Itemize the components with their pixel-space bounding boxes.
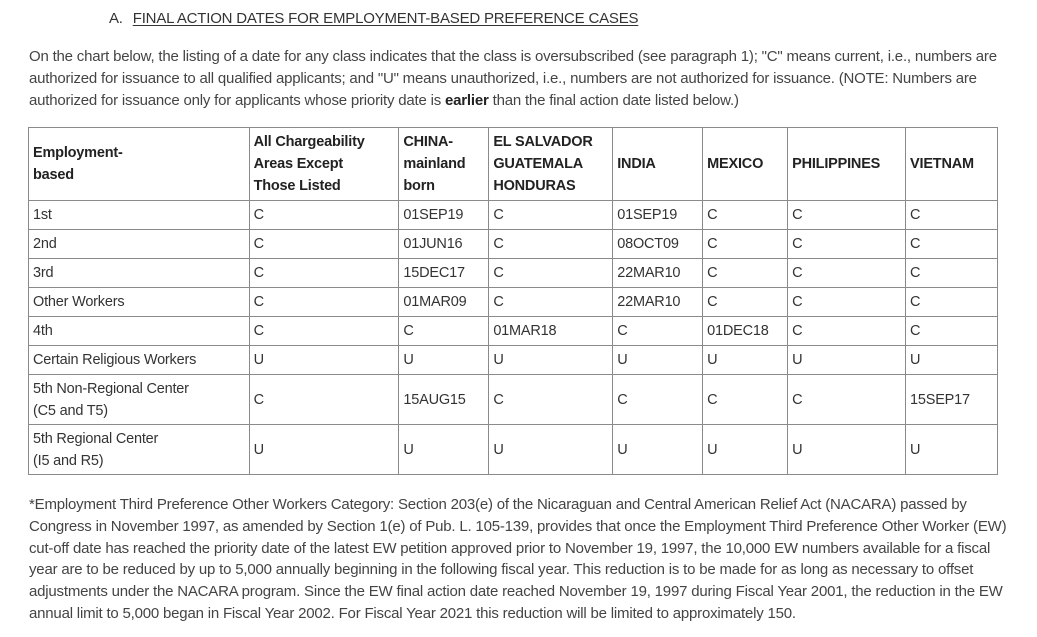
column-header (249, 128, 399, 201)
table-cell: C (703, 375, 788, 425)
table-cell: C (489, 375, 613, 425)
table-cell: C (249, 259, 399, 288)
table-cell: U (399, 425, 489, 475)
intro-paragraph (29, 46, 1019, 112)
table-cell: U (399, 346, 489, 375)
footnote-paragraph: *Employment Third Preference Other Workers Category: Section 203(e) of the Nicaraguan and Central American Relief Act (NACARA) passed by Congress in November 1997, as amended by Section 1(e) of Pub. L. 105-139, provides that once the Employment Third Preference Other Worker (EW) cut-off date has reached the priority date of the latest EW petition approved prior to November 19, 1997, the 10,000 EW numbers available for a fiscal year are to be reduced by up to 5,000 annually beginning in the following fiscal year. This reduction is to be made for as long as necessary to offset adjustments under the NACARA program. Since the EW final action date reached November 19, 1997 during Fiscal Year 2001, the reduction in the EW annual limit to 5,000 began in Fiscal Year 2002. For Fiscal Year 2021 this reduction will be limited to approximately 150. (29, 496, 1007, 622)
row-category-line: 4th (33, 323, 53, 339)
table-row (29, 317, 998, 346)
table-row (29, 425, 998, 475)
table-cell: 01SEP19 (613, 201, 703, 230)
table-cell: C (249, 317, 399, 346)
row-category-line: (I5 and R5) (33, 452, 104, 469)
section-title[interactable]: FINAL ACTION DATES FOR EMPLOYMENT-BASED PREFERENCE CASES (132, 10, 639, 27)
column-header-line: born (403, 178, 435, 194)
table-cell: C (399, 317, 489, 346)
table-cell: C (249, 201, 399, 230)
table-row (29, 288, 998, 317)
section-heading (109, 9, 638, 29)
column-header-line: EL SALVADOR (493, 134, 593, 150)
row-category-line: 1st (33, 207, 52, 223)
table-row (29, 375, 998, 425)
row-category-line: Certain Religious Workers (33, 352, 197, 368)
column-header-line: based (33, 167, 74, 183)
table-cell: 01MAR18 (489, 317, 613, 346)
table-cell: C (788, 288, 906, 317)
table-cell: C (489, 201, 613, 230)
table-cell: C (613, 317, 703, 346)
column-header-line: GUATEMALA (493, 156, 584, 172)
table-cell: U (788, 346, 906, 375)
table-cell: 15SEP17 (906, 375, 998, 425)
row-category-line: Other Workers (33, 294, 125, 310)
row-category-cell (29, 230, 250, 259)
column-header (906, 128, 998, 201)
table-cell: 22MAR10 (613, 259, 703, 288)
row-category-cell (29, 201, 250, 230)
column-header-line: All Chargeability (253, 134, 365, 150)
table-cell: U (788, 425, 906, 475)
table-cell: U (703, 425, 788, 475)
intro-text-start: On the chart below, the listing of a date for any class indicates that the class is oversubscribed (see paragraph 1); "C" means current, i.e., numbers are authorized for issuance to all qualified applicants; and "U" means unauthorized, i.e., numbers are not authorized for issuance. (NOTE: Numbers are authorized for issuance only for applicants whose priority date is (29, 48, 997, 109)
column-header-line: HONDURAS (493, 178, 576, 194)
row-category-line: 5th Non-Regional Center (33, 380, 189, 397)
table-cell: U (906, 425, 998, 475)
table-cell: C (489, 230, 613, 259)
table-cell: U (906, 346, 998, 375)
column-header-line: Those Listed (253, 178, 341, 194)
table-cell: C (489, 288, 613, 317)
row-category-line: 5th Regional Center (33, 430, 159, 447)
table-cell: C (906, 201, 998, 230)
column-header-line: mainland (403, 156, 466, 172)
table-cell: U (489, 425, 613, 475)
table-cell: 15AUG15 (399, 375, 489, 425)
table-row (29, 201, 998, 230)
table-row (29, 346, 998, 375)
row-category-cell (29, 346, 250, 375)
column-header-line: Employment- (33, 145, 123, 161)
column-header (703, 128, 788, 201)
column-header-line: CHINA- (403, 134, 453, 150)
row-category-cell (29, 425, 250, 475)
table-cell: 01MAR09 (399, 288, 489, 317)
table-row (29, 230, 998, 259)
table-cell: C (613, 375, 703, 425)
section-number: A. (109, 10, 123, 27)
table-cell: 08OCT09 (613, 230, 703, 259)
table-cell: 01JUN16 (399, 230, 489, 259)
table-cell: C (788, 317, 906, 346)
table-cell: C (906, 259, 998, 288)
table-cell: U (703, 346, 788, 375)
column-header (788, 128, 906, 201)
final-action-dates-table (28, 127, 998, 475)
table-cell: C (788, 230, 906, 259)
row-category-cell (29, 259, 250, 288)
table-cell: C (249, 375, 399, 425)
table-cell: C (703, 201, 788, 230)
column-header-line: INDIA (617, 156, 656, 172)
table-cell: U (249, 346, 399, 375)
table-cell: C (703, 259, 788, 288)
table-cell: 15DEC17 (399, 259, 489, 288)
column-header-line: VIETNAM (910, 156, 974, 172)
table-cell: C (906, 288, 998, 317)
intro-text-end: than the final action date listed below.) (488, 92, 739, 109)
column-header (613, 128, 703, 201)
row-category-cell (29, 375, 250, 425)
row-category-line: (C5 and T5) (33, 402, 108, 419)
row-category-cell (29, 317, 250, 346)
table-cell: C (703, 230, 788, 259)
table-cell: U (613, 425, 703, 475)
table-cell: C (788, 201, 906, 230)
table-cell: C (249, 230, 399, 259)
table-cell: C (906, 230, 998, 259)
table-cell: C (788, 375, 906, 425)
table-cell: C (788, 259, 906, 288)
table-cell: 22MAR10 (613, 288, 703, 317)
intro-bold-word: earlier (445, 92, 489, 109)
table-cell: C (703, 288, 788, 317)
table-row (29, 259, 998, 288)
column-header-line: MEXICO (707, 156, 764, 172)
table-body (29, 201, 998, 475)
table-header-row (29, 128, 998, 201)
table-cell: 01SEP19 (399, 201, 489, 230)
column-header (399, 128, 489, 201)
row-category-cell (29, 288, 250, 317)
table-cell: U (613, 346, 703, 375)
row-category-line: 3rd (33, 265, 54, 281)
column-header (489, 128, 613, 201)
table-cell: U (249, 425, 399, 475)
row-category-line: 2nd (33, 236, 57, 252)
table-cell: C (489, 259, 613, 288)
table-cell: C (249, 288, 399, 317)
table-cell: U (489, 346, 613, 375)
table-cell: 01DEC18 (703, 317, 788, 346)
column-header-line: PHILIPPINES (792, 156, 881, 172)
column-header (29, 128, 250, 201)
table-cell: C (906, 317, 998, 346)
column-header-line: Areas Except (253, 156, 344, 172)
